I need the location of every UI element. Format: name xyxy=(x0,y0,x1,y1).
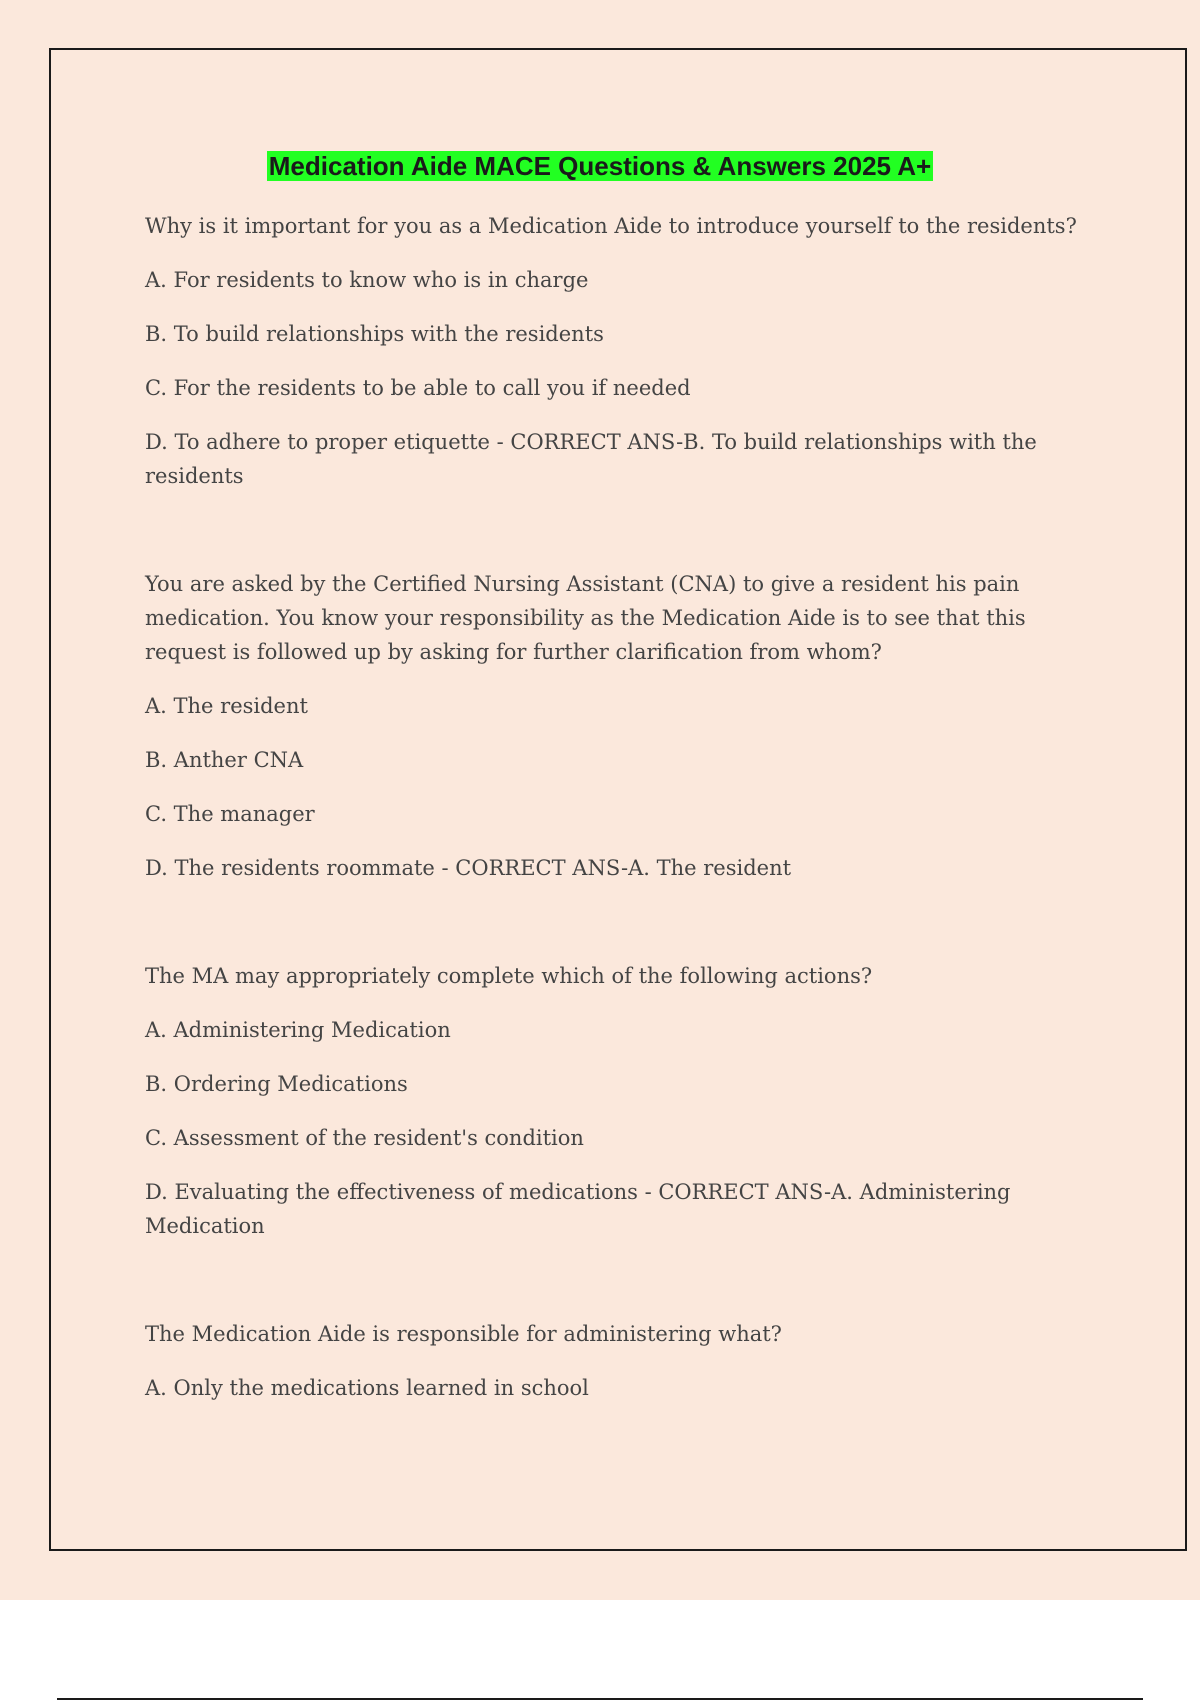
question-block xyxy=(145,959,1090,1243)
answer-option: C. Assessment of the resident's condition xyxy=(145,1126,584,1150)
answer-option: C. The manager xyxy=(145,802,315,826)
answer-option: B. Ordering Medications xyxy=(145,1072,408,1096)
question-text: Why is it important for you as a Medication Aide to introduce yourself to the residents? xyxy=(145,214,1077,238)
answer-option: A. For residents to know who is in charge xyxy=(145,268,589,292)
answer-option: D. The residents roommate - CORRECT ANS-A. The resident xyxy=(145,856,792,880)
answer-option: D. Evaluating the effectiveness of medications - CORRECT ANS-A. Administering Medication xyxy=(145,1180,1011,1238)
answer-option: A. Administering Medication xyxy=(145,1018,451,1042)
answer-option: A. Only the medications learned in school xyxy=(145,1376,589,1400)
answer-option: C. For the residents to be able to call you if needed xyxy=(145,376,691,400)
document-title xyxy=(0,148,1200,184)
answer-option: D. To adhere to proper etiquette - CORRECT ANS-B. To build relationships with the residents xyxy=(145,430,1037,488)
answer-option: B. To build relationships with the residents xyxy=(145,322,604,346)
document-title-text: Medication Aide MACE Questions & Answers 2025 A+ xyxy=(268,151,932,181)
question-block xyxy=(145,567,1090,885)
question-text: The Medication Aide is responsible for administering what? xyxy=(145,1322,782,1346)
question-text: The MA may appropriately complete which of the following actions? xyxy=(145,964,873,988)
question-list xyxy=(145,209,1090,1479)
answer-option: B. Anther CNA xyxy=(145,748,304,772)
question-block xyxy=(145,209,1090,493)
question-text: You are asked by the Certified Nursing Assistant (CNA) to give a resident his pain medication. You know your responsibility as the Medication Aide is to see that this request is followed up by asking for further clarification from whom? xyxy=(145,572,1026,664)
answer-option: A. The resident xyxy=(145,694,308,718)
question-block xyxy=(145,1317,1090,1405)
